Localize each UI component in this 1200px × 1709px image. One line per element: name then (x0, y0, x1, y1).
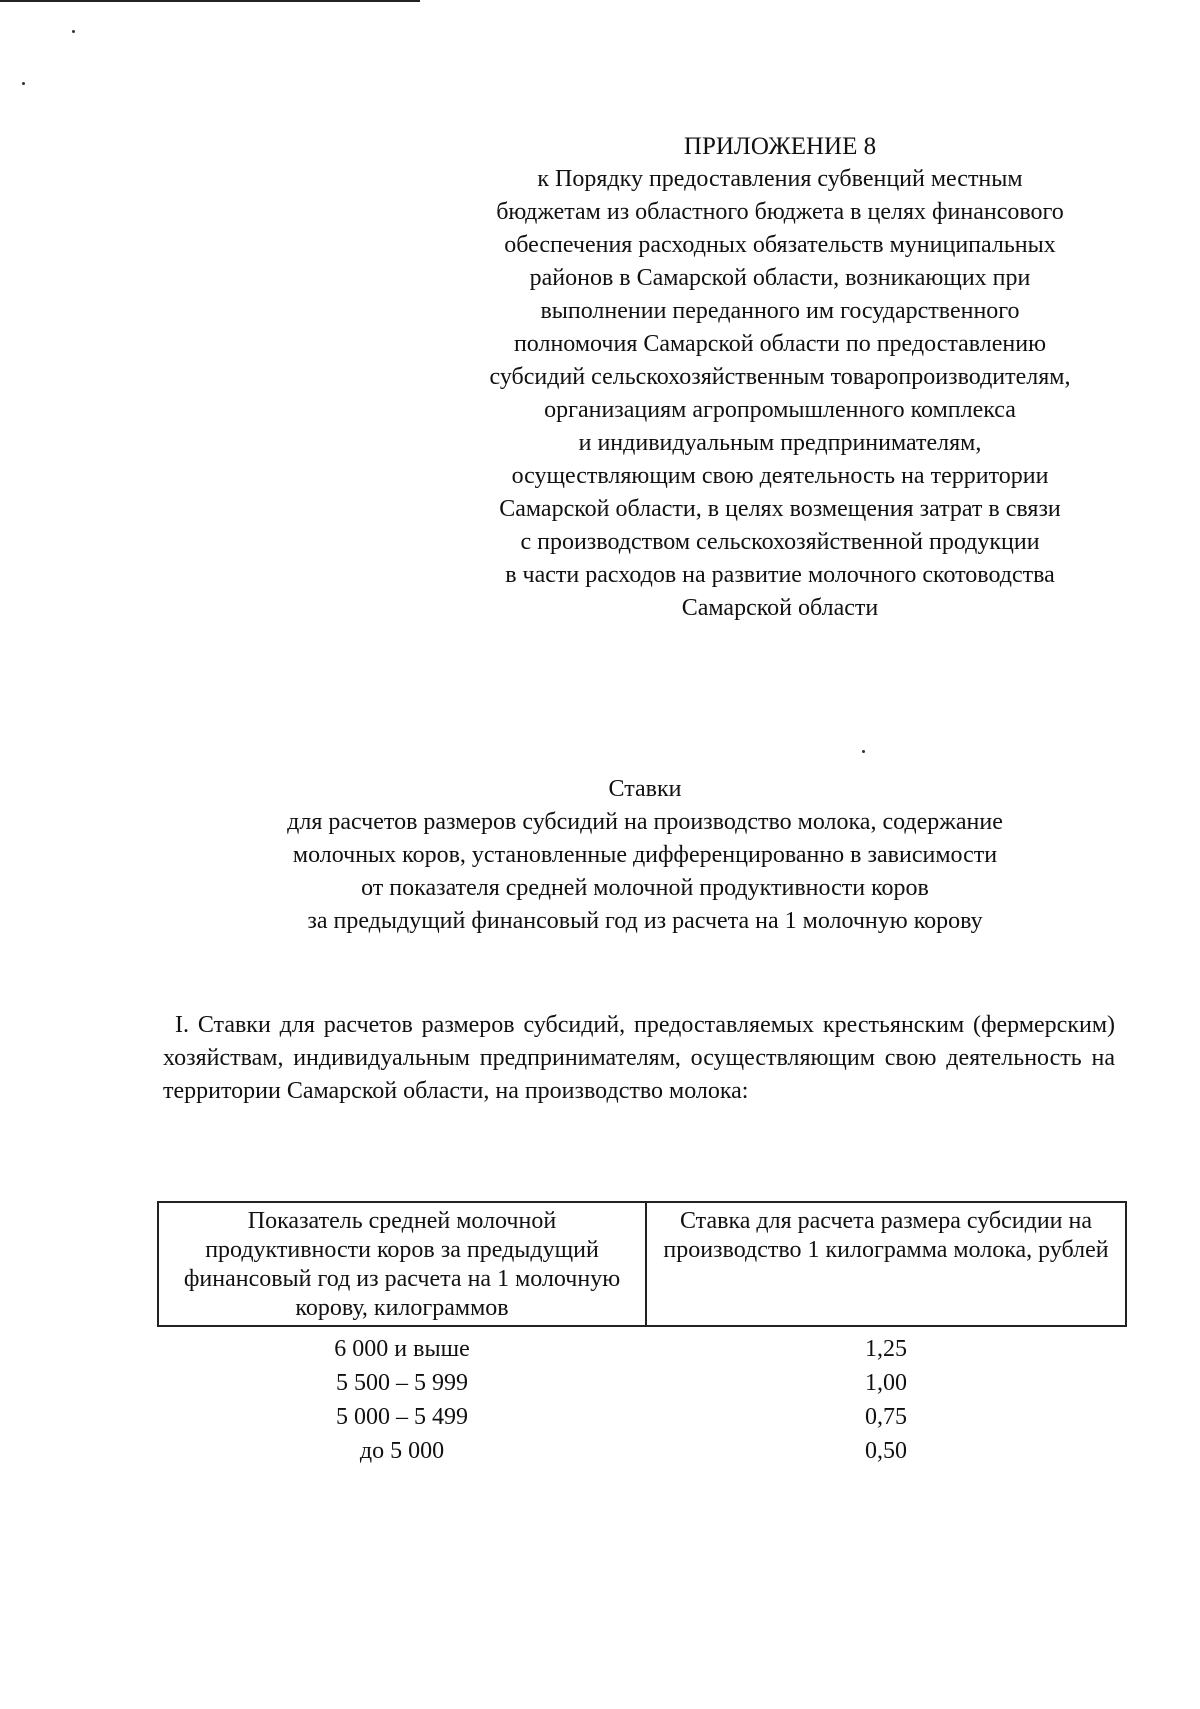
table-row (158, 1434, 1126, 1468)
scan-speck (22, 82, 25, 85)
rate-value: 0,75 (865, 1404, 907, 1430)
scan-speck (862, 750, 865, 753)
scan-edge-line (0, 0, 420, 2)
rates-table (157, 1201, 1127, 1468)
rate-value: 1,00 (865, 1370, 907, 1396)
rates-heading: Ставки (608, 776, 682, 802)
appendix-line: выполнении переданного им государственного (540, 298, 1020, 324)
appendix-line: с производством сельскохозяйственной продукции (520, 529, 1040, 555)
table-row (158, 1366, 1126, 1400)
section-1-paragraph: I. Ставки для расчетов размеров субсидий, предоставляемых крестьянским (фермерским) хозяйствам, индивидуальным предпринимателям, осуществляющим свою деятельность на территории Самарской области, на производство молока: (163, 1012, 1115, 1104)
header-rate: Ставка для расчета размера субсидии на производство 1 килограмма молока, рублей (646, 1202, 1126, 1326)
appendix-line: районов в Самарской области, возникающих при (529, 265, 1031, 291)
appendix-line: в части расходов на развитие молочного скотоводства (505, 562, 1055, 588)
table-row (158, 1400, 1126, 1434)
appendix-line: осуществляющим свою деятельность на территории (511, 463, 1049, 489)
rate-value: 0,50 (865, 1438, 907, 1464)
productivity-range: 5 000 – 5 499 (336, 1404, 468, 1430)
scan-speck (72, 30, 75, 33)
appendix-line: к Порядку предоставления субвенций местным (537, 166, 1023, 192)
appendix-line: Самарской области, в целях возмещения затрат в связи (499, 496, 1061, 522)
appendix-line: Самарской области (681, 595, 879, 621)
table-header-row (158, 1202, 1126, 1326)
rates-title-line: от показателя средней молочной продуктивности коров (361, 875, 929, 901)
appendix-line: бюджетам из областного бюджета в целях финансового (496, 199, 1064, 225)
rates-title-line: для расчетов размеров субсидий на производство молока, содержание (287, 809, 1003, 835)
appendix-header (400, 130, 1160, 625)
productivity-range: до 5 000 (359, 1438, 445, 1464)
rates-title-line: молочных коров, установленные дифференцированно в зависимости (292, 842, 998, 868)
productivity-range: 6 000 и выше (334, 1336, 470, 1362)
rates-title-block (150, 773, 1140, 938)
appendix-line: организациям агропромышленного комплекса (544, 397, 1016, 423)
appendix-title: ПРИЛОЖЕНИЕ 8 (683, 133, 877, 160)
productivity-range: 5 500 – 5 999 (336, 1370, 468, 1396)
header-productivity: Показатель средней молочной продуктивности коров за предыдущий финансовый год из расчета на 1 молочную корову, килограммов (158, 1202, 646, 1326)
table-row (158, 1326, 1126, 1366)
rate-value: 1,25 (865, 1336, 907, 1362)
rates-title-line: за предыдущий финансовый год из расчета на 1 молочную корову (307, 908, 983, 934)
appendix-line: полномочия Самарской области по предоставлению (513, 331, 1047, 357)
appendix-line: обеспечения расходных обязательств муниципальных (504, 232, 1056, 258)
appendix-line: субсидий сельскохозяйственным товаропроизводителям, (489, 364, 1071, 390)
appendix-line: и индивидуальным предпринимателям, (578, 430, 982, 456)
